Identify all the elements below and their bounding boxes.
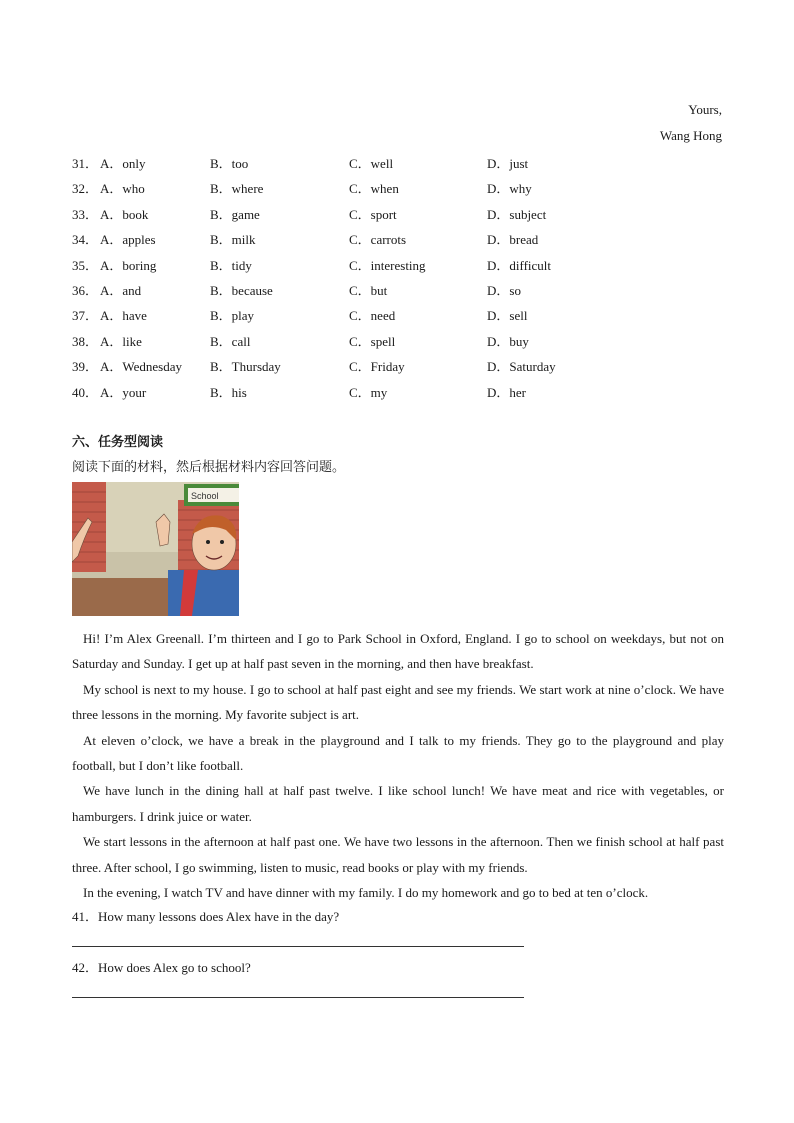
- option-row: [72, 229, 722, 254]
- option-d: D．just: [487, 156, 529, 171]
- option-c: C．interesting: [349, 257, 426, 273]
- letter-closing: Yours,: [688, 102, 722, 117]
- option-c: C．well: [349, 156, 394, 171]
- option-b: B．because: [210, 282, 273, 298]
- option-d: D．so: [487, 282, 521, 298]
- option-a: A．book: [100, 206, 149, 222]
- option-b: B．game: [210, 206, 260, 222]
- passage-paragraph: In the evening, I watch TV and have dinner with my family. I do my homework and go to bed at ten o’clock.: [83, 885, 649, 901]
- option-row: [72, 305, 722, 330]
- option-c: C．my: [349, 384, 388, 400]
- option-d: D．sell: [487, 308, 528, 324]
- option-c: C．Friday: [349, 359, 405, 375]
- option-a: A．only: [100, 156, 146, 171]
- question-number: 32．: [72, 181, 99, 197]
- option-d: D．bread: [487, 232, 539, 248]
- option-c: C．when: [349, 181, 399, 197]
- passage-paragraph: At eleven o’clock, we have a break in the playground and I talk to my friends. They go to the playground and play football, but I don’t like football.: [72, 732, 724, 774]
- boy-waving-illustration: [72, 482, 239, 616]
- question-42: 42．How does Alex go to school?: [72, 960, 251, 975]
- option-row: [72, 331, 722, 356]
- option-c: C．carrots: [349, 232, 407, 248]
- question-number: 40．: [72, 384, 99, 400]
- option-a: A．and: [100, 282, 142, 298]
- option-a: A．boring: [100, 257, 157, 273]
- option-row: [72, 204, 722, 229]
- letter-signature: Wang Hong: [659, 128, 722, 143]
- passage-paragraph: Hi! I’m Alex Greenall. I’m thirteen and I go to Park School in Oxford, England. I go to school on weekdays, but not on Saturday and Sunday. I get up at half past seven in the morning, and then have breakfast.: [72, 631, 724, 672]
- option-row: [72, 153, 722, 178]
- option-b: B．tidy: [210, 257, 252, 273]
- question-number: 37．: [72, 308, 99, 324]
- school-sign-text: School: [191, 491, 219, 501]
- option-d: D．subject: [487, 206, 547, 222]
- question-number: 39．: [72, 359, 99, 375]
- passage-paragraph: My school is next to my house. I go to school at half past eight and see my friends. We start work at nine o’clock. We have three lessons in the morning. My favorite subject is art.: [72, 681, 724, 723]
- passage-paragraph: We have lunch in the dining hall at half past twelve. I like school lunch! We have meat and rice with vegetables, or hamburgers. I drink juice or water.: [72, 783, 724, 824]
- question-number: 33．: [72, 206, 99, 222]
- option-b: B．Thursday: [210, 359, 281, 375]
- answer-line-41[interactable]: [72, 946, 524, 947]
- option-c: C．sport: [349, 206, 397, 222]
- option-d: D．why: [487, 181, 532, 197]
- option-row: [72, 255, 722, 280]
- option-a: A．Wednesday: [100, 359, 182, 375]
- option-row: [72, 382, 722, 407]
- section-instruction: 阅读下面的材料，然后根据材料内容回答问题。: [72, 460, 346, 475]
- question-41: 41．How many lessons does Alex have in the day?: [72, 909, 340, 924]
- question-number: 38．: [72, 333, 99, 349]
- option-b: B．where: [210, 181, 264, 197]
- option-b: B．milk: [210, 232, 256, 248]
- option-a: A．your: [100, 384, 147, 400]
- option-d: D．Saturday: [487, 359, 556, 375]
- option-a: A．apples: [100, 232, 156, 248]
- option-b: B．his: [210, 384, 247, 400]
- option-b: B．too: [210, 156, 249, 171]
- option-c: C．spell: [349, 333, 396, 349]
- cloze-options-table: [72, 153, 722, 407]
- question-number: 35．: [72, 257, 99, 273]
- option-row: [72, 356, 722, 381]
- option-c: C．need: [349, 308, 396, 324]
- option-row: [72, 178, 722, 203]
- question-number: 36．: [72, 282, 99, 298]
- option-b: B．call: [210, 333, 251, 349]
- option-c: C．but: [349, 282, 388, 298]
- option-a: A．who: [100, 181, 145, 197]
- option-row: [72, 280, 722, 305]
- reading-passage: [72, 626, 724, 905]
- answer-line-42[interactable]: [72, 997, 524, 998]
- section-title: 六、任务型阅读: [72, 435, 164, 450]
- option-a: A．have: [100, 308, 147, 324]
- option-d: D．buy: [487, 333, 529, 349]
- option-a: A．like: [100, 333, 142, 349]
- question-number: 31．: [72, 156, 99, 171]
- option-d: D．difficult: [487, 257, 552, 273]
- option-b: B．play: [210, 308, 255, 324]
- passage-paragraph: We start lessons in the afternoon at half past one. We have two lessons in the afternoon. Then we finish school at half past three. After school, I go swimming, listen to music, read books or play with my friends.: [72, 834, 724, 875]
- option-d: D．her: [487, 384, 526, 400]
- question-number: 34．: [72, 232, 99, 248]
